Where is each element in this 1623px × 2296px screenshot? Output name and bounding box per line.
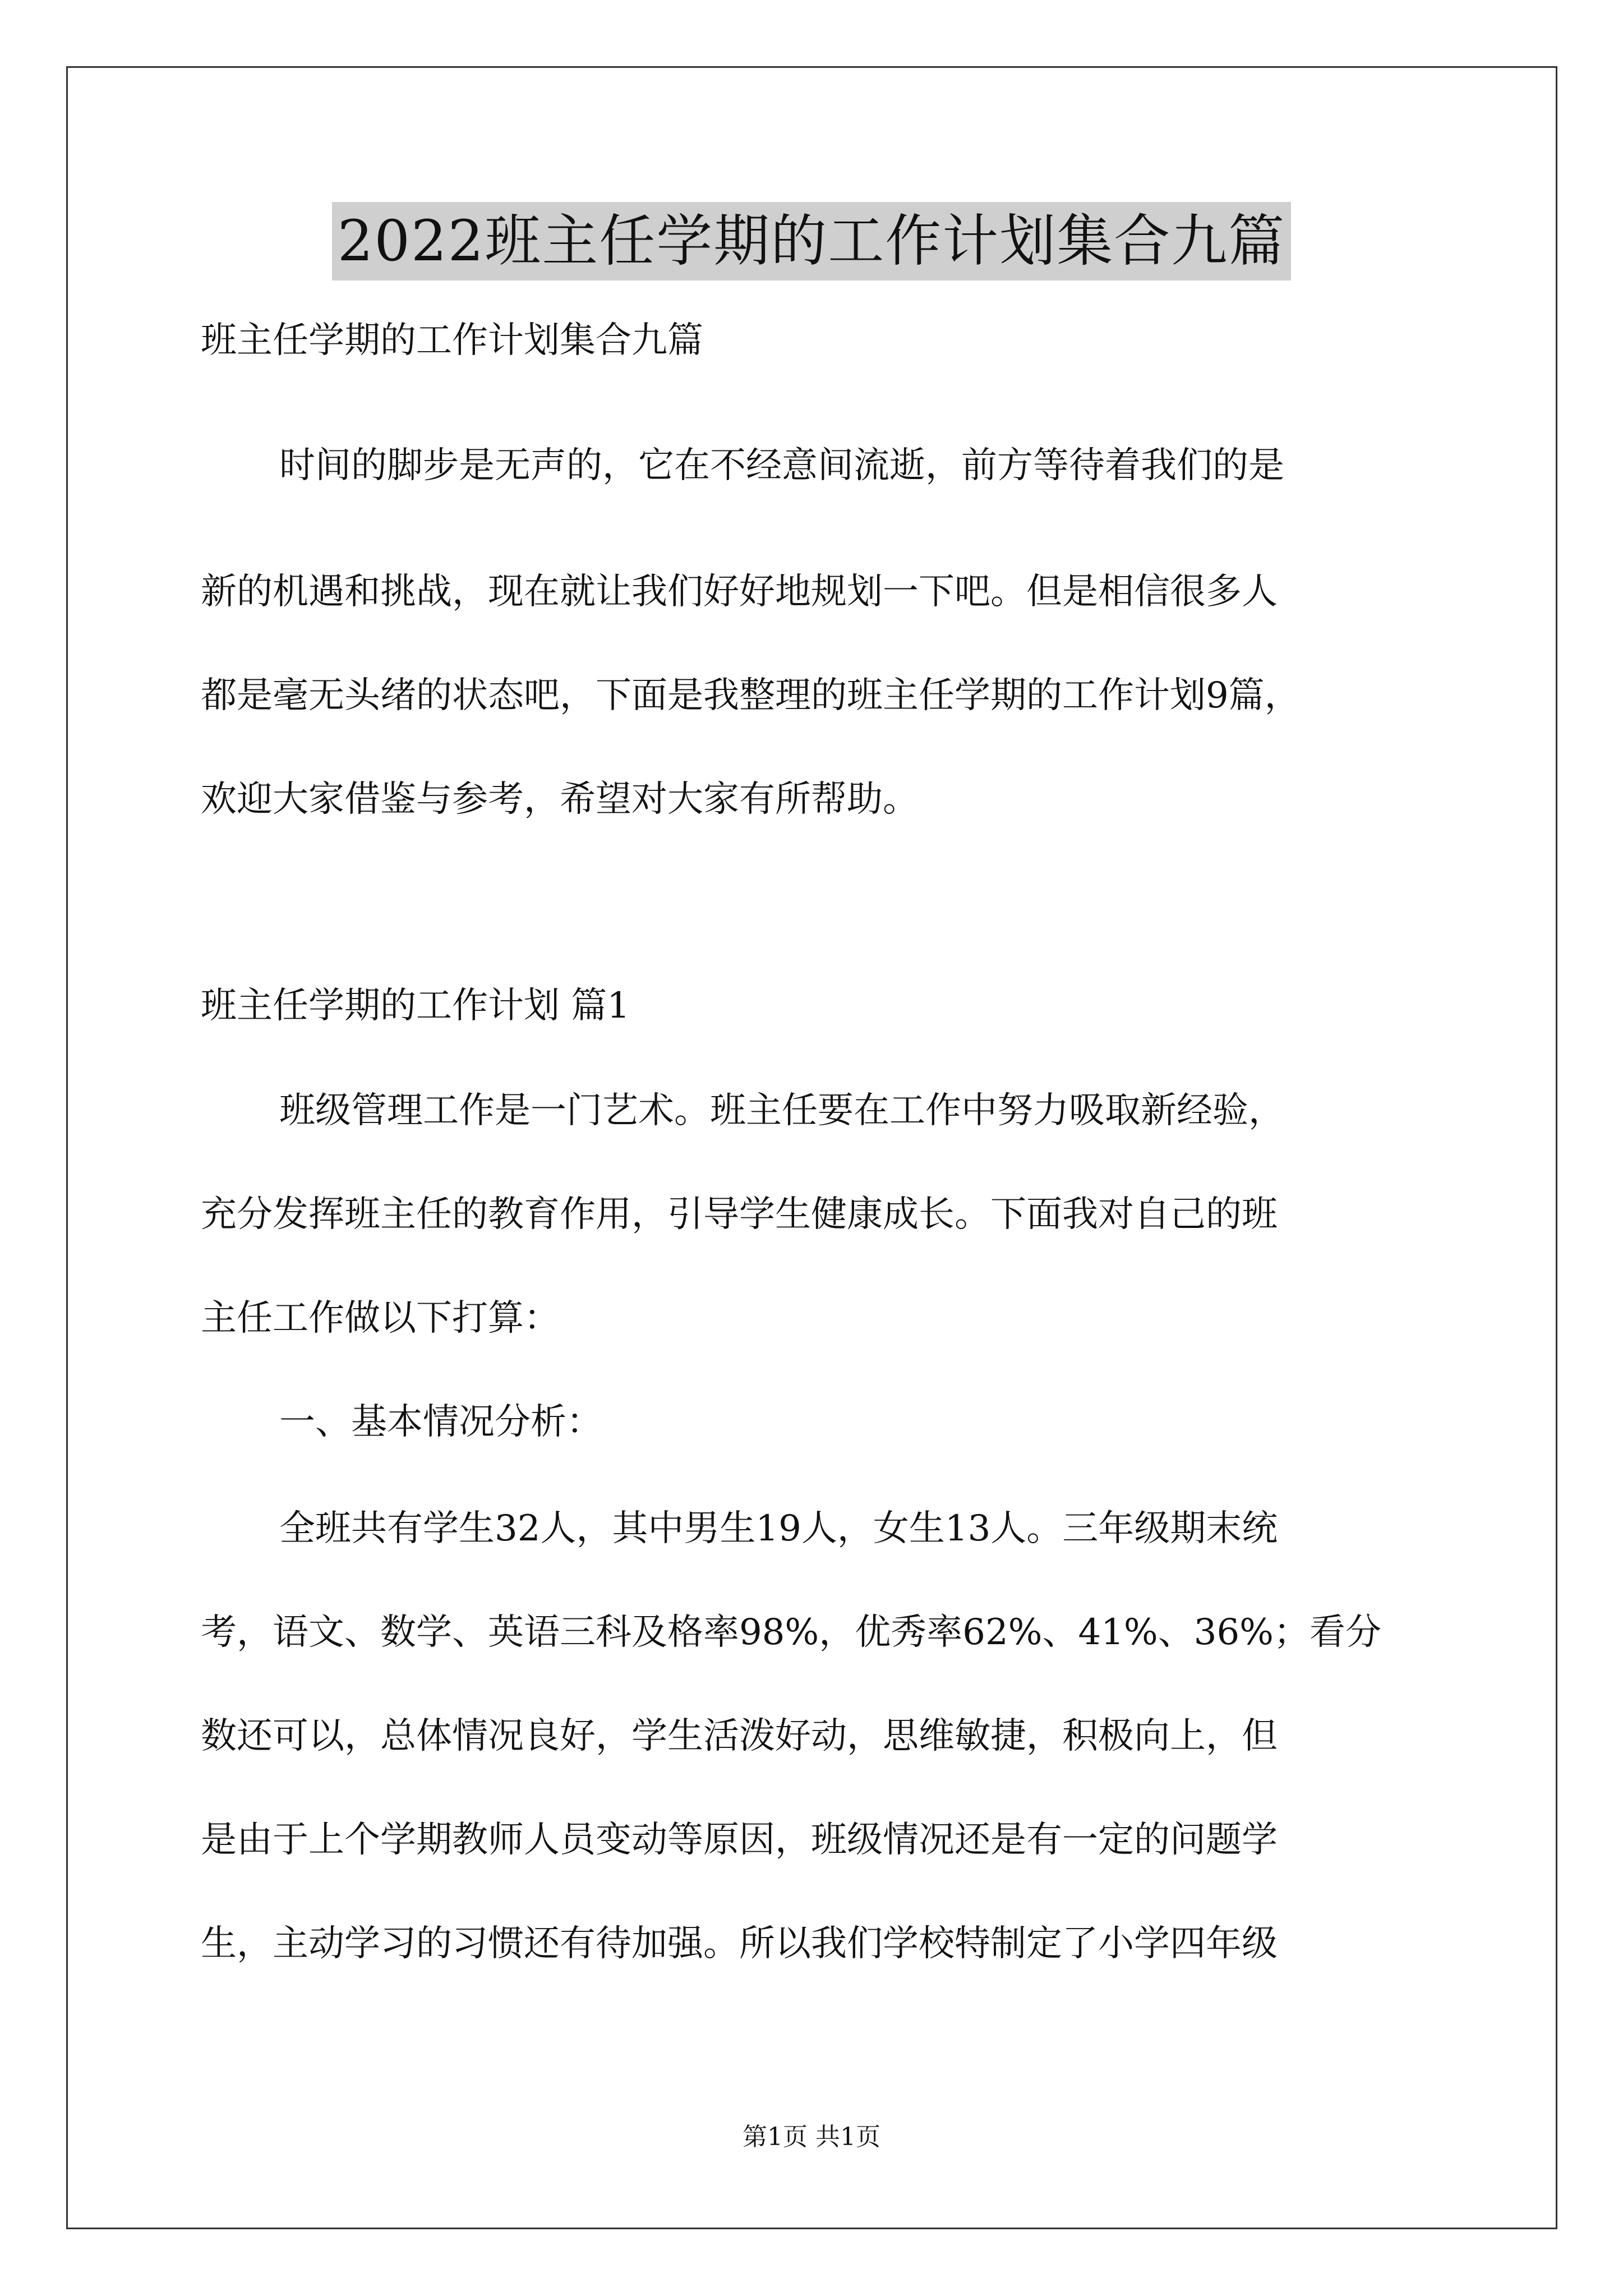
- section-line-6: 考，语文、数学、英语三科及格率98%，优秀率62%、41%、36%；看分: [201, 1612, 1381, 1653]
- intro-line-4: 欢迎大家借鉴与参考，希望对大家有所帮助。: [201, 779, 919, 820]
- intro-line-3: 都是毫无头绪的状态吧，下面是我整理的班主任学期的工作计划9篇，: [201, 675, 1301, 716]
- title-container: [0, 202, 1623, 280]
- section-line-9: 生，主动学习的习惯还有待加强。所以我们学校特制定了小学四年级: [201, 1923, 1278, 1964]
- section-line-5: 全班共有学生32人，其中男生19人，女生13人。三年级期末统: [279, 1508, 1278, 1549]
- document-subtitle: 班主任学期的工作计划集合九篇: [201, 320, 703, 361]
- section-line-1: 班级管理工作是一门艺术。班主任要在工作中努力吸取新经验，: [279, 1090, 1284, 1131]
- intro-line-1: 时间的脚步是无声的，它在不经意间流逝，前方等待着我们的是: [279, 445, 1284, 486]
- section-line-3: 主任工作做以下打算：: [201, 1297, 560, 1339]
- document-title: 2022班主任学期的工作计划集合九篇: [332, 202, 1292, 280]
- page-number-footer: 第1页 共1页: [743, 2123, 880, 2151]
- section-line-7: 数还可以，总体情况良好，学生活泼好动，思维敏捷，积极向上，但: [201, 1715, 1278, 1757]
- section-line-8: 是由于上个学期教师人员变动等原因，班级情况还是有一定的问题学: [201, 1819, 1278, 1861]
- section-heading: 班主任学期的工作计划 篇1: [201, 985, 630, 1027]
- page-border: [66, 66, 1557, 2229]
- intro-line-2: 新的机遇和挑战，现在就让我们好好地规划一下吧。但是相信很多人: [201, 571, 1278, 613]
- section-line-2: 充分发挥班主任的教育作用，引导学生健康成长。下面我对自己的班: [201, 1194, 1278, 1235]
- section-line-4: 一、基本情况分析：: [279, 1401, 602, 1443]
